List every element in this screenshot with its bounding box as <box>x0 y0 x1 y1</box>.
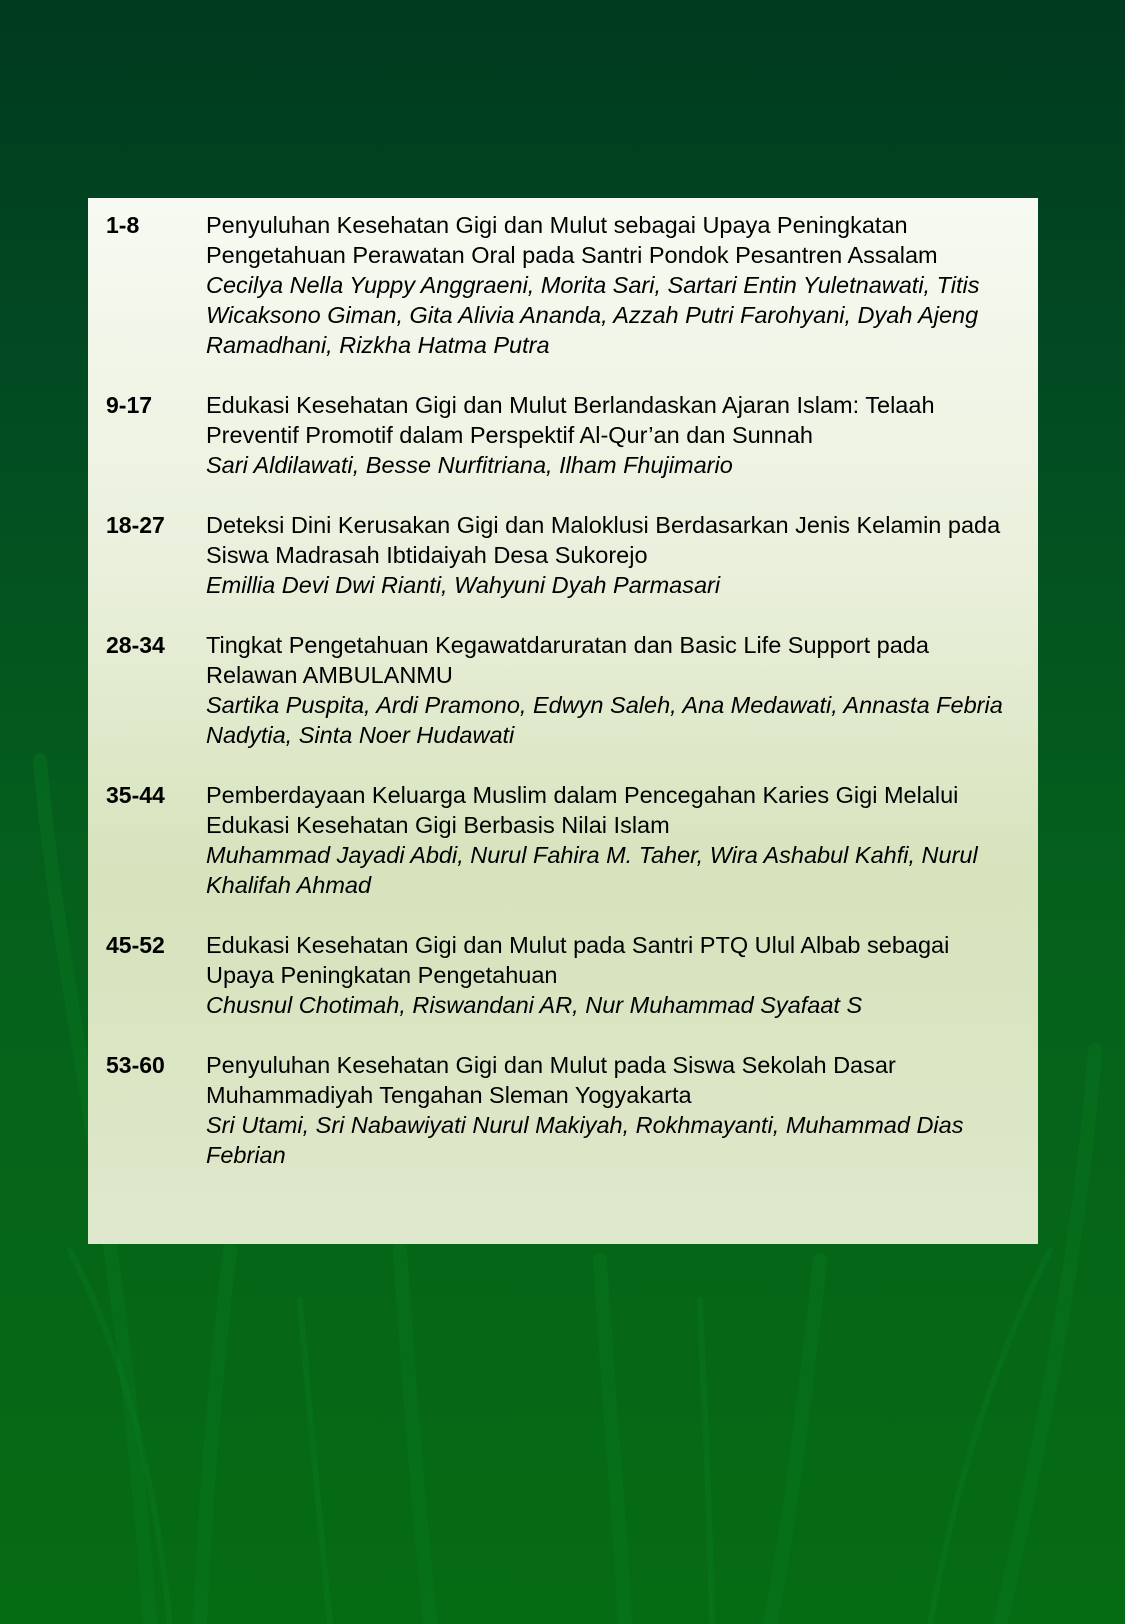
article-authors: Chusnul Chotimah, Riswandani AR, Nur Muhammad Syafaat S <box>206 992 863 1018</box>
toc-entry <box>106 510 1018 600</box>
toc-entry-body <box>206 1050 1018 1170</box>
article-title: Edukasi Kesehatan Gigi dan Mulut Berlandaskan Ajaran Islam: Telaah Preventif Promotif dalam Perspektif Al-Qur’an dan Sunnah <box>206 392 935 448</box>
toc-entry <box>106 930 1018 1020</box>
article-title: Penyuluhan Kesehatan Gigi dan Mulut pada Siswa Sekolah Dasar Muhammadiyah Tengahan Sleman Yogyakarta <box>206 1052 896 1108</box>
article-authors: Sartika Puspita, Ardi Pramono, Edwyn Saleh, Ana Medawati, Annasta Febria Nadytia, Sinta Noer Hudawati <box>206 692 1003 748</box>
page-range: 45-52 <box>106 932 165 958</box>
article-title: Deteksi Dini Kerusakan Gigi dan Maloklusi Berdasarkan Jenis Kelamin pada Siswa Madrasah Ibtidaiyah Desa Sukorejo <box>206 512 1001 568</box>
article-title: Penyuluhan Kesehatan Gigi dan Mulut sebagai Upaya Peningkatan Pengetahuan Perawatan Oral pada Santri Pondok Pesantren Assalam <box>206 212 938 268</box>
page-range: 9-17 <box>106 392 153 418</box>
article-title: Pemberdayaan Keluarga Muslim dalam Pencegahan Karies Gigi Melalui Edukasi Kesehatan Gigi Berbasis Nilai Islam <box>206 782 959 838</box>
toc-entry <box>106 210 1018 360</box>
article-authors: Emillia Devi Dwi Rianti, Wahyuni Dyah Parmasari <box>206 572 721 598</box>
toc-entry-body <box>206 510 1018 600</box>
toc-entry <box>106 390 1018 480</box>
toc-entry <box>106 1050 1018 1170</box>
toc-entry-body <box>206 210 1018 360</box>
page-range: 28-34 <box>106 632 165 658</box>
page-range: 1-8 <box>106 212 140 238</box>
toc-entry-body <box>206 630 1018 750</box>
toc-entry-body <box>206 390 1018 480</box>
page-range: 53-60 <box>106 1052 165 1078</box>
article-authors: Sri Utami, Sri Nabawiyati Nurul Makiyah, Rokhmayanti, Muhammad Dias Febrian <box>206 1112 964 1168</box>
article-authors: Sari Aldilawati, Besse Nurfitriana, Ilham Fhujimario <box>206 452 733 478</box>
toc-entry-body <box>206 930 1018 1020</box>
article-title: Tingkat Pengetahuan Kegawatdaruratan dan Basic Life Support pada Relawan AMBULANMU <box>206 632 929 688</box>
article-title: Edukasi Kesehatan Gigi dan Mulut pada Santri PTQ Ulul Albab sebagai Upaya Peningkatan Pengetahuan <box>206 932 950 988</box>
page-range: 35-44 <box>106 782 165 808</box>
article-authors: Cecilya Nella Yuppy Anggraeni, Morita Sari, Sartari Entin Yuletnawati, Titis Wicaksono Giman, Gita Alivia Ananda, Azzah Putri Farohyani, Dyah Ajeng Ramadhani, Rizkha Hatma Putra <box>206 272 980 358</box>
article-authors: Muhammad Jayadi Abdi, Nurul Fahira M. Taher, Wira Ashabul Kahfi, Nurul Khalifah Ahmad <box>206 842 978 898</box>
toc-entry <box>106 630 1018 750</box>
toc-entry-body <box>206 780 1018 900</box>
page-range: 18-27 <box>106 512 165 538</box>
toc-entry <box>106 780 1018 900</box>
table-of-contents <box>88 198 1038 1244</box>
